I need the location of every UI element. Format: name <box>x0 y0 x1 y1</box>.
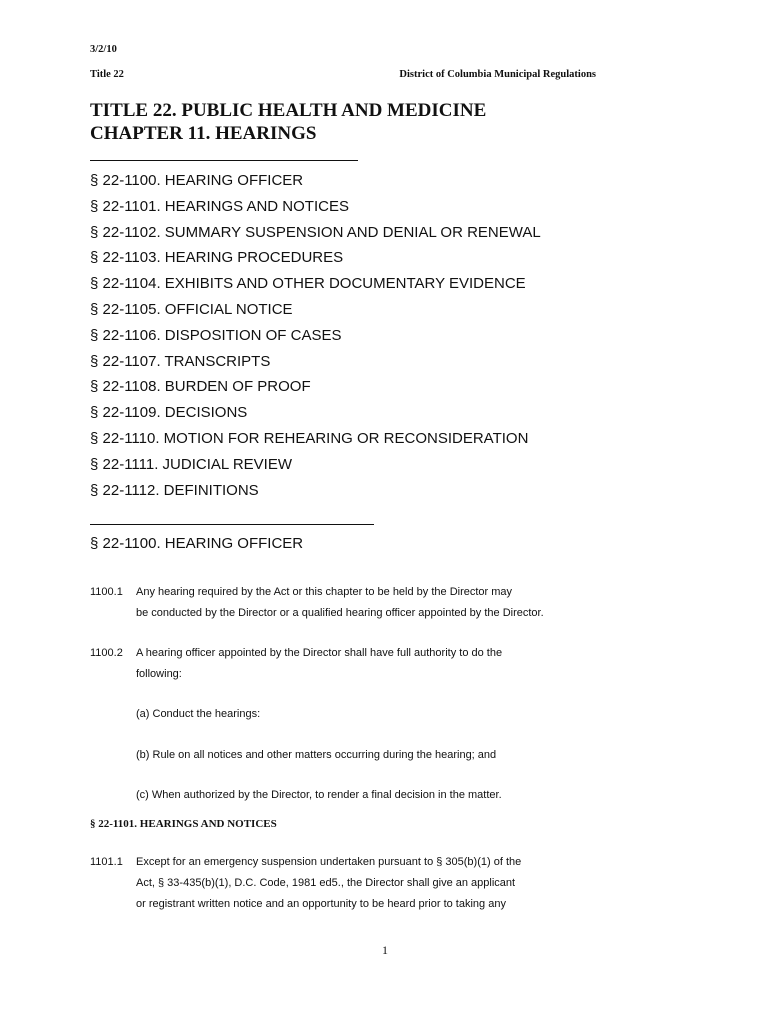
list-item: (c) When authorized by the Director, to render a final decision in the matter. <box>136 789 502 801</box>
list-item: (a) Conduct the hearings: <box>136 708 261 720</box>
toc-item: § 22-1109. DECISIONS <box>90 404 248 422</box>
paragraph-number: 1100.2 <box>90 647 123 659</box>
document-date: 3/2/10 <box>90 44 117 55</box>
heading-chapter-line: CHAPTER 11. HEARINGS <box>90 123 317 144</box>
toc-item: § 22-1101. HEARINGS AND NOTICES <box>90 197 349 215</box>
document-heading <box>90 99 486 145</box>
paragraph-text-line: be conducted by the Director or a qualified hearing officer appointed by the Director. <box>136 607 544 619</box>
divider-rule <box>90 160 358 161</box>
toc-item: § 22-1103. HEARING PROCEDURES <box>90 249 344 267</box>
toc-item: § 22-1104. EXHIBITS AND OTHER DOCUMENTARY EVIDENCE <box>90 275 526 293</box>
paragraph-text-line: Except for an emergency suspension undertaken pursuant to § 305(b)(1) of the <box>136 856 522 868</box>
toc-item: § 22-1108. BURDEN OF PROOF <box>90 378 311 396</box>
header-title-right: District of Columbia Municipal Regulations <box>399 69 596 80</box>
toc-item: § 22-1111. JUDICIAL REVIEW <box>90 455 293 473</box>
toc-item: § 22-1105. OFFICIAL NOTICE <box>90 300 293 318</box>
heading-title-line: TITLE 22. PUBLIC HEALTH AND MEDICINE <box>90 100 487 121</box>
page-number: 1 <box>382 943 388 957</box>
paragraph-text-line: following: <box>136 668 182 680</box>
table-of-contents <box>90 170 541 505</box>
toc-item: § 22-1106. DISPOSITION OF CASES <box>90 326 342 344</box>
toc-item: § 22-1110. MOTION FOR REHEARING OR RECONSIDERATION <box>90 429 529 447</box>
paragraph-text-line: or registrant written notice and an opportunity to be heard prior to taking any <box>136 898 506 910</box>
section-heading: § 22-1101. HEARINGS AND NOTICES <box>90 818 277 830</box>
paragraph-number: 1100.1 <box>90 586 123 598</box>
header-title-left: Title 22 <box>90 69 124 80</box>
divider-rule <box>90 524 374 525</box>
paragraph-text-line: Any hearing required by the Act or this chapter to be held by the Director may <box>136 586 513 598</box>
toc-item: § 22-1100. HEARING OFFICER <box>90 172 304 189</box>
toc-item: § 22-1102. SUMMARY SUSPENSION AND DENIAL OR RENEWAL <box>90 223 541 241</box>
paragraph-text-line: A hearing officer appointed by the Director shall have full authority to do the <box>136 647 503 659</box>
list-item: (b) Rule on all notices and other matters occurring during the hearing; and <box>136 749 497 761</box>
section-heading: § 22-1100. HEARING OFFICER <box>90 535 304 552</box>
toc-item: § 22-1107. TRANSCRIPTS <box>90 352 271 370</box>
paragraph-text-line: Act, § 33-435(b)(1), D.C. Code, 1981 ed5., the Director shall give an applicant <box>136 877 516 889</box>
toc-item: § 22-1112. DEFINITIONS <box>90 481 259 499</box>
paragraph-number: 1101.1 <box>90 856 123 868</box>
